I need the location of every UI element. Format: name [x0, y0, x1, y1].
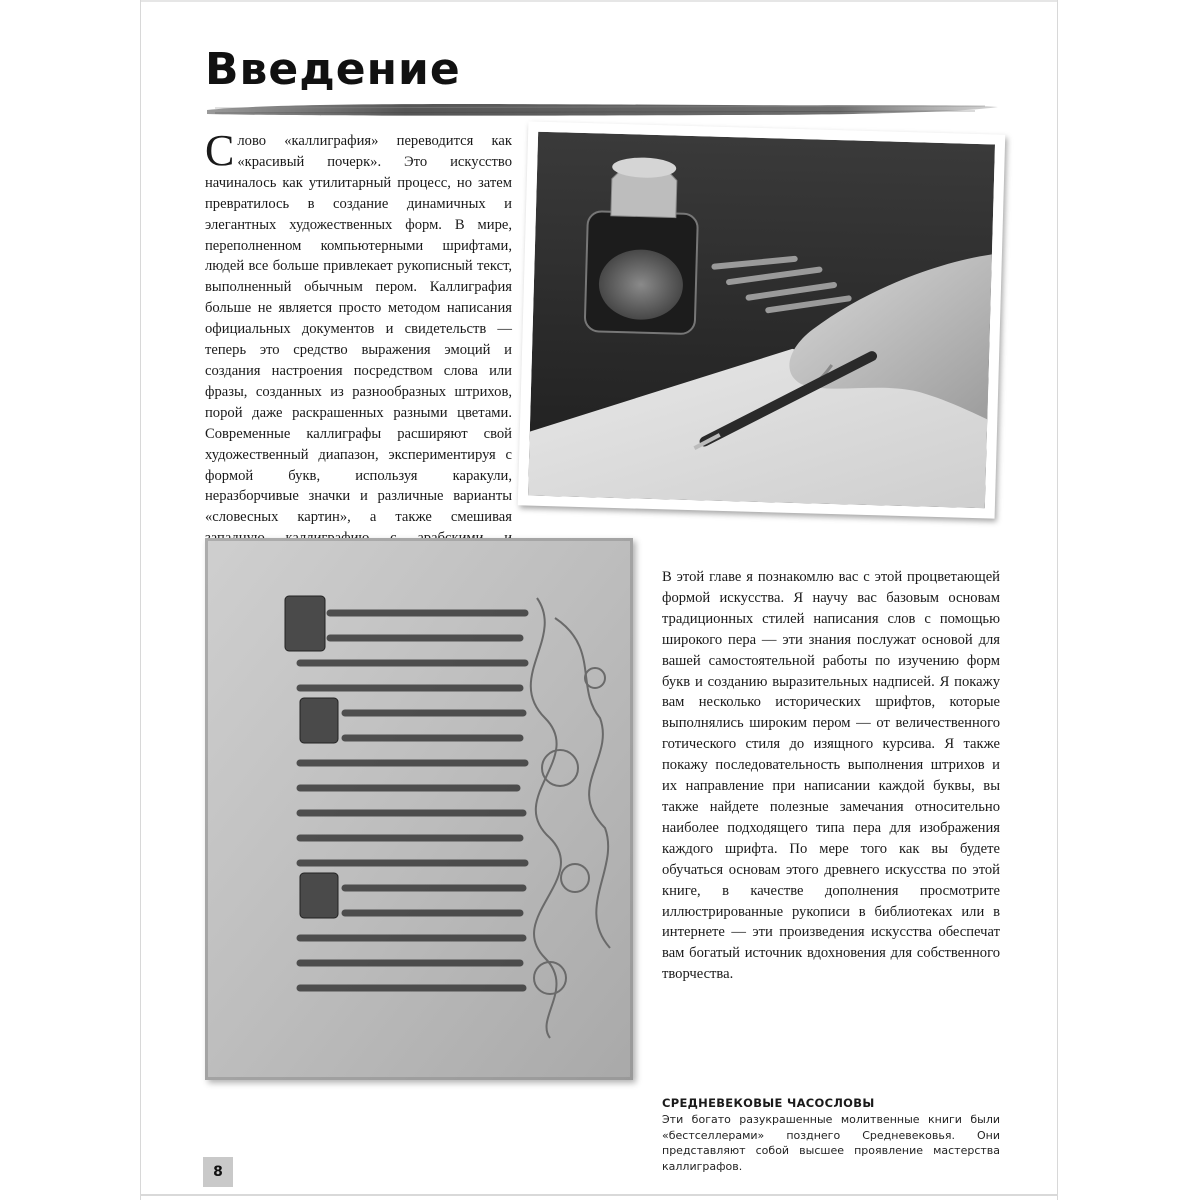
manuscript-illustration — [205, 538, 633, 1080]
caption-title: СРЕДНЕВЕКОВЫЕ ЧАСОСЛОВЫ — [662, 1096, 875, 1110]
manuscript-image — [205, 538, 633, 1080]
brush-stroke-underline — [205, 98, 1000, 120]
photo-illustration — [528, 132, 995, 509]
intro-text: лово «каллиграфия» переводится как «красивый почерк». Это искусство начиналось как утилитарный процесс, но затем превратилось в создание динамичных и элегантных художественных форм. В мире, переполненном компьютерными шрифтами, людей все больше привлекает рукописный текст, выполненный обычным пером. Каллиграфия больше не является просто методом написания официальных документов и свидетельств — теперь это средство выражения эмоций и создания настроения посредством слова или фразы, созданных из разнообразных штрихов, порой даже раскрашенных разными цветами. Современные каллиграфы расширяют свой художественный диапазон, экспериментируя с формой букв, используя каракули, неразборчивые значки и различные варианты «словесных картин», а также смешивая — [205, 133, 512, 526]
caption-text: Эти богато разукрашенные молитвенные книги были «бестселлерами» позднего Средневековья. Они представляют собой высшее проявление мастерства каллиграфов. — [662, 1113, 1000, 1173]
intro-paragraph — [205, 126, 512, 570]
ink-pen-photo — [518, 121, 1006, 518]
page-title: Введение — [205, 44, 461, 95]
body-paragraph: В этой главе я познакомлю вас с этой процветающей формой искусства. Я научу вас базовым основам традиционных стилей написания слов с помощью широкого пера — эти знания послужат основой для вашей самостоятельной работы по изучению форм букв и созданию выразительных надписей. Я покажу вам несколько исторических шрифтов, которые выполнялись широким пером — от величественного готического стиля до изящного курсива. Я также покажу последовательность выполнения штрихов и их направление при написании каждой буквы, вы также найдете полезные замечания относительно наиболее подходящего типа пера для изображения каждого шрифта. По мере того как вы будете обучаться основам этого древнего искусства по этой книге, в качестве дополнения просмотрите иллюстрированные рукописи в библиотеках или в интернете — эти произведения искусства обеспечат вам богатый источник вдохновения для собственного творчества. — [662, 569, 1000, 983]
page-number: 8 — [203, 1157, 233, 1187]
drop-cap: С — [205, 126, 235, 175]
bottom-rule — [140, 1194, 1058, 1196]
